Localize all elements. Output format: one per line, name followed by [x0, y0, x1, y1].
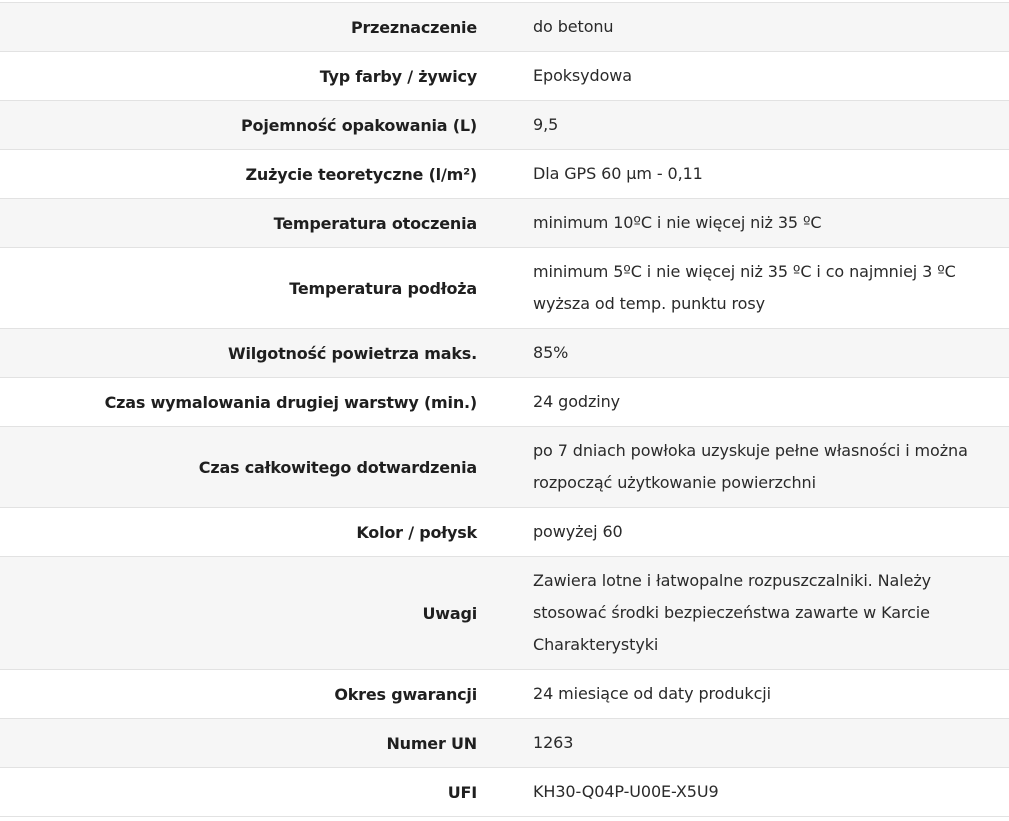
spec-label: Kolor / połysk: [356, 522, 477, 542]
spec-row-ufi: [0, 768, 1009, 817]
spec-label: UFI: [447, 782, 477, 802]
spec-value: 24 godziny: [533, 392, 621, 411]
spec-label: Wilgotność powietrza maks.: [228, 343, 477, 363]
spec-value: Epoksydowa: [533, 66, 632, 85]
spec-value: KH30-Q04P-U00E-X5U9: [533, 782, 719, 801]
spec-label: Pojemność opakowania (L): [241, 115, 477, 135]
spec-row-przeznaczenie: [0, 3, 1009, 52]
spec-label: Czas całkowitego dotwardzenia: [198, 457, 477, 477]
spec-row-czas-dotwardzenia: [0, 427, 1009, 508]
spec-value: powyżej 60: [533, 522, 623, 541]
spec-row-uwagi: [0, 557, 1009, 670]
spec-row-wilgotnosc: [0, 329, 1009, 378]
spec-label: Czas wymalowania drugiej warstwy (min.): [104, 392, 477, 412]
spec-value: minimum 5ºC i nie więcej niż 35 ºC i co najmniej 3 ºC wyższa od temp. punktu rosy: [533, 262, 956, 313]
specification-table-body: [0, 3, 1009, 817]
spec-label: Numer UN: [386, 733, 477, 753]
specification-table: [0, 2, 1009, 817]
spec-row-okres-gwarancji: [0, 670, 1009, 719]
spec-value: do betonu: [533, 17, 614, 36]
spec-label: Uwagi: [422, 603, 477, 623]
spec-row-zuzycie: [0, 150, 1009, 199]
spec-value: 1263: [533, 733, 574, 752]
spec-label: Temperatura otoczenia: [273, 213, 477, 233]
spec-value: Zawiera lotne i łatwopalne rozpuszczalniki. Należy stosować środki bezpieczeństwa zawarte w Karcie Charakterystyki: [533, 571, 931, 654]
spec-value: minimum 10ºC i nie więcej niż 35 ºC: [533, 213, 822, 232]
spec-label: Okres gwarancji: [334, 684, 477, 704]
spec-value: po 7 dniach powłoka uzyskuje pełne własności i można rozpocząć użytkowanie powierzchni: [533, 441, 968, 492]
spec-row-typ-farby: [0, 52, 1009, 101]
spec-label: Zużycie teoretyczne (l/m²): [245, 164, 477, 184]
spec-row-kolor-polysk: [0, 508, 1009, 557]
spec-row-numer-un: [0, 719, 1009, 768]
spec-row-pojemnosc: [0, 101, 1009, 150]
spec-value: Dla GPS 60 µm - 0,11: [533, 164, 703, 183]
spec-value: 9,5: [533, 115, 559, 134]
spec-value: 24 miesiące od daty produkcji: [533, 684, 771, 703]
spec-label: Typ farby / żywicy: [319, 66, 477, 86]
spec-row-temperatura-podloza: [0, 248, 1009, 329]
spec-label: Temperatura podłoża: [289, 278, 477, 298]
spec-value: 85%: [533, 343, 569, 362]
spec-row-temperatura-otoczenia: [0, 199, 1009, 248]
spec-row-czas-wymalowania: [0, 378, 1009, 427]
spec-label: Przeznaczenie: [350, 17, 477, 37]
